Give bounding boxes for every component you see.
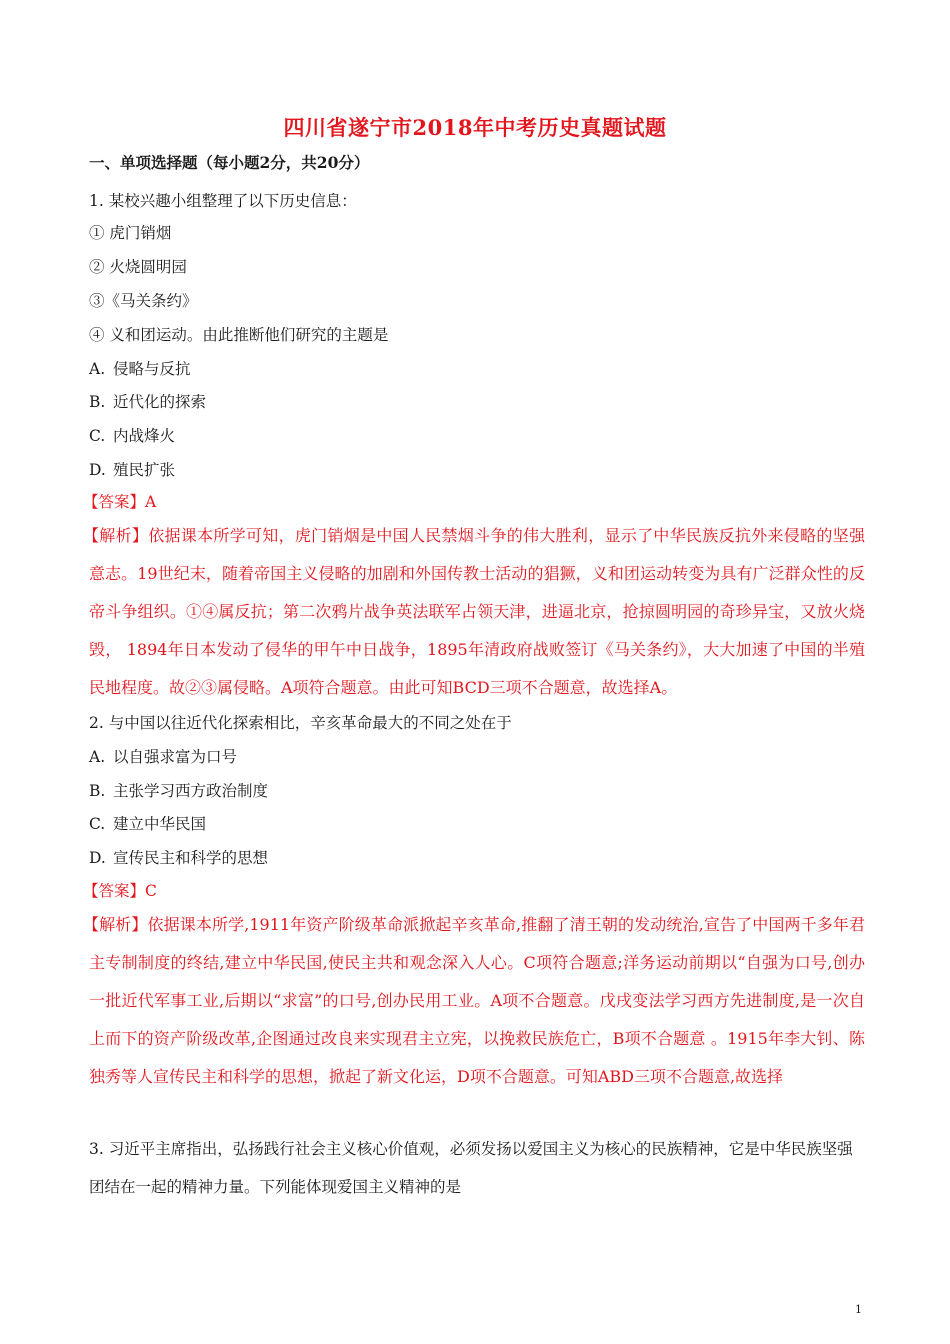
option-text: 内战烽火 [113, 427, 176, 445]
option-letter: D. [89, 849, 106, 867]
option-text: 以自强求富为口号 [113, 748, 238, 766]
analysis-label: 【解析】 [83, 526, 149, 545]
analysis-text: 依据课本所学,1911年资产阶级革命派掀起辛亥革命,推翻了清王朝的发动统治,宣告了中国两千多年君主专制制度的终结,建立中华民国,使民主共和观念深入人心。C项符合题意;洋务运动前期以“自强为口号,创办一批近代军事工业,后期以“求富”的口号,创办民用工业。A项不合题意。戊戌变法学习西方先进制度,是一次自上而下的资产阶级改革,企图通过改良来实现君主立宪，以挽救民族危亡，B项不合题意 。1915年李大钊、陈独秀等人宣传民主和科学的思想，掀起了新文化运，D项不合题意。可知ABD三项不合题意,故选择 [89, 915, 865, 1086]
q2-option-b [89, 779, 268, 801]
option-letter: D. [89, 461, 106, 479]
option-letter: C. [89, 427, 106, 445]
option-text: 主张学习西方政治制度 [113, 782, 269, 800]
section-heading: 一、单项选择题（每小题2分，共20分） [89, 153, 370, 172]
q1-option-b [89, 390, 206, 412]
q1-item-4: ④ 义和团运动。由此推断他们研究的主题是 [89, 326, 389, 344]
option-letter: B. [89, 393, 106, 411]
q1-option-c [89, 424, 175, 446]
page-number: 1 [855, 1303, 862, 1316]
option-text: 建立中华民国 [113, 815, 207, 833]
q2-stem: 2. 与中国以往近代化探索相比，辛亥革命最大的不同之处在于 [89, 714, 512, 732]
option-letter: A. [89, 748, 106, 766]
q3-stem: 3. 习近平主席指出，弘扬践行社会主义核心价值观，必须发扬以爱国主义为核心的民族精神，它是中华民族坚强团结在一起的精神力量。下列能体现爱国主义精神的是 [89, 1140, 853, 1196]
analysis-label: 【解析】 [83, 915, 148, 934]
option-text: 宣传民主和科学的思想 [113, 849, 269, 867]
q2-analysis [83, 906, 865, 1096]
document-title: 四川省遂宁市2018年中考历史真题试题 [283, 115, 667, 140]
q2-option-d [89, 846, 268, 868]
q1-option-a [89, 357, 191, 379]
q1-analysis [83, 517, 865, 707]
q1-answer: 【答案】A [83, 493, 157, 511]
q2-answer: 【答案】C [83, 882, 157, 900]
q2-option-c [89, 812, 206, 834]
option-letter: A. [89, 360, 106, 378]
option-letter: C. [89, 815, 106, 833]
analysis-text: 依据课本所学可知，虎门销烟是中国人民禁烟斗争的伟大胜利，显示了中华民族反抗外来侵略的坚强意志。19世纪末，随着帝国主义侵略的加剧和外国传教士活动的猖獗，义和团运动转变为具有广泛群众性的反帝斗争组织。①④属反抗；第二次鸦片战争英法联军占领天津，进逼北京，抢掠圆明园的奇珍异宝，又放火烧毁， 1894年日本发动了侵华的甲午中日战争，1895年清政府战败签订《马关条约》，大大加速了中国的半殖民地程度。故②③属侵略。A项符合题意。由此可知BCD三项不合题意，故选择A。 [89, 526, 865, 697]
q2-option-a [89, 745, 237, 767]
q1-stem: 1. 某校兴趣小组整理了以下历史信息： [89, 192, 357, 210]
option-letter: B. [89, 782, 106, 800]
q1-option-d [89, 458, 175, 480]
option-text: 近代化的探索 [113, 393, 207, 411]
option-text: 侵略与反抗 [113, 360, 191, 378]
option-text: 殖民扩张 [113, 461, 176, 479]
q1-item-3: ③《马关条约》 [89, 292, 198, 310]
q1-item-2: ② 火烧圆明园 [89, 258, 187, 276]
q1-item-1: ① 虎门销烟 [89, 224, 172, 242]
